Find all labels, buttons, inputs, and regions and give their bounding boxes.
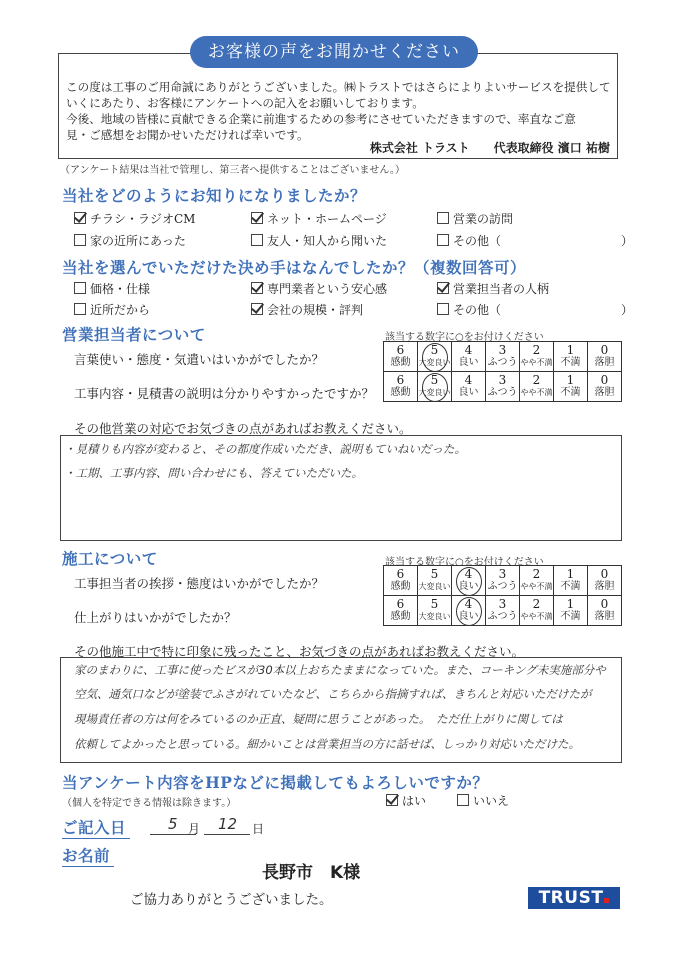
rating-cell-1[interactable]: [554, 372, 588, 402]
rating-label: 感動: [390, 387, 411, 398]
publish-question-title: 当アンケート内容をHPなどに掲載してもよろしいですか？: [62, 773, 489, 792]
rating-label: やや不満: [520, 358, 553, 367]
rating-cell-2[interactable]: [520, 596, 554, 626]
month-value[interactable]: 5: [168, 815, 178, 833]
rating-number: 3: [498, 567, 507, 581]
logo-red-dot: [604, 898, 609, 903]
construction-question-2: 仕上がりはいかがでしたか？: [74, 610, 237, 625]
sales-comment-prompt: その他営業の対応でお気づきの点があればお教えください。: [74, 421, 412, 436]
publish-no-option[interactable]: いいえ: [457, 792, 509, 809]
day-value[interactable]: 12: [218, 815, 238, 833]
checkbox-icon: [251, 303, 263, 315]
q1-option-other[interactable]: その他（ ）: [437, 232, 633, 249]
rating-label: 感動: [390, 611, 411, 622]
selected-circle-icon: [422, 373, 448, 402]
rating-number: 0: [600, 373, 609, 387]
rating-label: 大変良い: [418, 612, 451, 621]
rating-number: 0: [600, 597, 609, 611]
rating-cell-3[interactable]: [486, 372, 520, 402]
rating-number: 4: [464, 343, 473, 357]
rating-label: 大変良い: [418, 358, 451, 367]
rating-cell-3[interactable]: [486, 342, 520, 372]
rating-number: 4: [464, 597, 473, 611]
rating-number: 5: [430, 343, 439, 357]
intro-line: 今後、地域の皆様に貢献できる企業に前進するための参考にさせていただきますので、率直なご意: [66, 112, 576, 126]
q2-option-price[interactable]: 価格・仕様: [74, 280, 150, 297]
selected-circle-icon: [456, 597, 482, 626]
month-unit: 月: [188, 822, 201, 836]
rating-number: 2: [532, 373, 541, 387]
rating-cell-6[interactable]: [384, 342, 418, 372]
rating-row: [384, 342, 622, 372]
q1-option-web[interactable]: ネット・ホームページ: [251, 210, 387, 227]
rating-cell-5[interactable]: [418, 342, 452, 372]
rating-number: 5: [430, 373, 439, 387]
rating-number: 4: [464, 567, 473, 581]
checkbox-icon: [74, 234, 86, 246]
rating-cell-6[interactable]: [384, 596, 418, 626]
q2-option-specialist[interactable]: 専門業者という安心感: [251, 280, 387, 297]
rating-label: 感動: [390, 581, 411, 592]
rating-label: 不満: [560, 357, 581, 368]
checkbox-icon: [251, 282, 263, 294]
rating-label: 落胆: [594, 611, 615, 622]
rating-label: ふつう: [487, 581, 518, 592]
checkbox-icon: [437, 282, 449, 294]
rating-number: 1: [566, 343, 575, 357]
rating-cell-6[interactable]: [384, 566, 418, 596]
rating-number: 4: [464, 373, 473, 387]
rating-label: ふつう: [487, 387, 518, 398]
rating-cell-4[interactable]: [452, 566, 486, 596]
checkbox-icon: [437, 234, 449, 246]
sales-rating-table: [383, 341, 622, 402]
publish-note: （個人を特定できる情報は除きます。）: [62, 798, 237, 809]
rating-number: 0: [600, 343, 609, 357]
construction-rating-table: [383, 565, 622, 626]
rating-cell-6[interactable]: [384, 372, 418, 402]
q2-option-other[interactable]: その他（ ）: [437, 301, 633, 318]
publish-yes-option[interactable]: はい: [386, 792, 426, 809]
q1-option-flyer[interactable]: チラシ・ラジオCM: [74, 210, 195, 227]
rating-label: 落胆: [594, 581, 615, 592]
rating-cell-0[interactable]: [588, 566, 622, 596]
intro-line: いくにあたり、お客様にアンケートへの記入をお願いしております。: [66, 96, 424, 110]
intro-line: 見・ご感想をお聞かせいただければ幸いです。: [66, 128, 309, 142]
rating-number: 5: [430, 567, 439, 581]
rating-number: 3: [498, 597, 507, 611]
construction-comment-line: 依頼してよかったと思っている。細かいことは営業担当の方に話せば、しっかり対応いただけた。: [74, 737, 580, 751]
checkbox-icon: [437, 303, 449, 315]
sales-question-2: 工事内容・見積書の説明は分かりやすかったですか？: [74, 386, 375, 401]
name-label: お名前: [62, 844, 114, 867]
q2-option-salesperson[interactable]: 営業担当者の人柄: [437, 280, 549, 297]
checkbox-icon: [386, 794, 398, 806]
checkbox-icon: [74, 212, 86, 224]
rating-label: 良い: [458, 387, 479, 398]
rating-cell-4[interactable]: [452, 342, 486, 372]
checkbox-icon: [74, 282, 86, 294]
rating-number: 6: [396, 597, 405, 611]
rating-label: やや不満: [520, 388, 553, 397]
rating-cell-5[interactable]: [418, 596, 452, 626]
rating-label: 感動: [390, 357, 411, 368]
construction-section-title: 施工について: [62, 549, 158, 568]
q1-option-friend[interactable]: 友人・知人から聞いた: [251, 232, 387, 249]
rating-number: 2: [532, 597, 541, 611]
rating-label: 落胆: [594, 387, 615, 398]
rating-number: 1: [566, 567, 575, 581]
checkbox-icon: [74, 303, 86, 315]
company-signature: 株式会社 トラスト 代表取締役 濱口 祐樹: [369, 141, 610, 155]
rating-cell-2[interactable]: [520, 372, 554, 402]
sales-comment-line: ・工期、工事内容、問い合わせにも、答えていただいた。: [64, 466, 363, 480]
rating-cell-4[interactable]: [452, 372, 486, 402]
construction-rating-note: 該当する数字に○をお付けください: [385, 557, 544, 568]
rating-cell-4[interactable]: [452, 596, 486, 626]
sales-rating-note: 該当する数字に○をお付けください: [385, 332, 544, 343]
rating-label: 良い: [458, 581, 479, 592]
rating-cell-1[interactable]: [554, 596, 588, 626]
rating-number: 6: [396, 373, 405, 387]
rating-label: やや不満: [520, 582, 553, 591]
q1-option-visit[interactable]: 営業の訪問: [437, 210, 513, 227]
rating-cell-5[interactable]: [418, 566, 452, 596]
rating-number: 0: [600, 567, 609, 581]
rating-row: [384, 372, 622, 402]
checkbox-icon: [437, 212, 449, 224]
survey-title: お客様の声をお聞かせください: [190, 36, 478, 68]
sales-comment-line: ・見積りも内容が変わると、その都度作成いただき、説明もていねいだった。: [64, 442, 467, 456]
construction-comment-line: 現場責任者の方は何をみているのか正直、疑問に思うことがあった。 ただ仕上がりに関しては: [74, 712, 563, 726]
rating-cell-0[interactable]: [588, 372, 622, 402]
rating-row: [384, 566, 622, 596]
rating-cell-2[interactable]: [520, 342, 554, 372]
rating-number: 2: [532, 343, 541, 357]
rating-label: 良い: [458, 357, 479, 368]
day-field-line: [204, 834, 250, 835]
rating-number: 5: [430, 597, 439, 611]
sales-section-title: 営業担当者について: [62, 325, 206, 344]
intro-line: この度は工事のご用命誠にありがとうございました。㈱トラストではさらによりよいサービスを提供して: [66, 80, 611, 94]
q2-option-reputation[interactable]: 会社の規模・評判: [251, 301, 363, 318]
day-unit: 日: [252, 822, 265, 836]
rating-cell-0[interactable]: [588, 596, 622, 626]
rating-label: 不満: [560, 581, 581, 592]
q1-title: 当社をどのようにお知りになりましたか？: [62, 186, 367, 205]
checkbox-icon: [251, 234, 263, 246]
sales-question-1: 言葉使い・態度・気遣いはいかがでしたか？: [74, 352, 325, 367]
rating-number: 3: [498, 343, 507, 357]
rating-label: 大変良い: [418, 388, 451, 397]
date-label: ご記入日: [62, 816, 130, 839]
trust-logo: TRUST: [528, 887, 620, 909]
q2-option-nearby[interactable]: 近所だから: [74, 301, 150, 318]
rating-cell-3[interactable]: [486, 566, 520, 596]
rating-label: 大変良い: [418, 582, 451, 591]
rating-cell-1[interactable]: [554, 342, 588, 372]
rating-cell-3[interactable]: [486, 596, 520, 626]
q2-title: 当社を選んでいただけた決め手はなんでしたか？（複数回答可）: [62, 258, 527, 277]
rating-cell-1[interactable]: [554, 566, 588, 596]
rating-number: 2: [532, 567, 541, 581]
rating-number: 1: [566, 373, 575, 387]
customer-name[interactable]: 長野市 K様: [262, 863, 361, 883]
privacy-note: （アンケート結果は当社で管理し、第三者へ提供することはございません。）: [60, 165, 405, 176]
rating-label: 不満: [560, 387, 581, 398]
construction-question-1: 工事担当者の挨拶・態度はいかがでしたか？: [74, 576, 325, 591]
rating-cell-5[interactable]: [418, 372, 452, 402]
rating-cell-2[interactable]: [520, 566, 554, 596]
rating-number: 3: [498, 373, 507, 387]
thanks-message: ご協力ありがとうございました。: [130, 892, 333, 908]
checkbox-icon: [251, 212, 263, 224]
construction-comment-prompt: その他施工中で特に印象に残ったこと、お気づきの点があればお教えください。: [74, 644, 525, 659]
intro-text: [66, 79, 616, 143]
selected-circle-icon: [422, 343, 448, 372]
selected-circle-icon: [456, 567, 482, 596]
construction-comment-line: 空気、通気口などが塗装でふさがれていたなど、こちらから指摘すれば、きちんと対応いただけたが: [74, 687, 592, 701]
q1-option-nearby[interactable]: 家の近所にあった: [74, 232, 186, 249]
rating-label: 落胆: [594, 357, 615, 368]
rating-number: 1: [566, 597, 575, 611]
rating-label: 不満: [560, 611, 581, 622]
checkbox-icon: [457, 794, 469, 806]
rating-label: 良い: [458, 611, 479, 622]
rating-label: やや不満: [520, 612, 553, 621]
rating-label: ふつう: [487, 357, 518, 368]
construction-comment-line: 家のまわりに、工事に使ったビスが30本以上おちたままになっていた。また、コーキング未実施部分や: [74, 663, 606, 677]
rating-number: 6: [396, 567, 405, 581]
rating-number: 6: [396, 343, 405, 357]
rating-label: ふつう: [487, 611, 518, 622]
rating-row: [384, 596, 622, 626]
rating-cell-0[interactable]: [588, 342, 622, 372]
